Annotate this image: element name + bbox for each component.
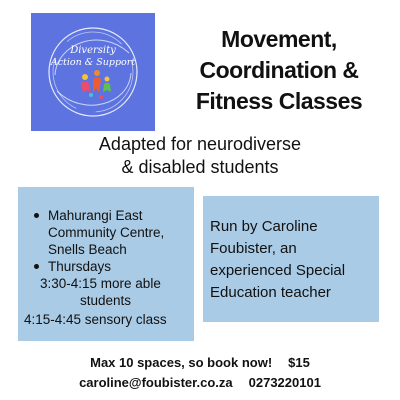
phone-number[interactable]: 0273220101 [248,375,321,390]
email-link[interactable]: caroline@foubister.co.za [79,375,233,390]
day-text: Thursdays [48,259,112,274]
details-list [30,207,164,275]
title-line: Coordination & [199,57,359,83]
session1-line: 3:30-4:15 more able [40,276,161,291]
footer-contact-line [0,375,400,390]
price-text: $15 [288,355,310,370]
logo-swirl-graphic [31,13,155,131]
subtitle [30,133,370,179]
teacher-info-line: Education teacher [210,284,331,301]
teacher-info-line: Run by Caroline [210,218,318,235]
session1-line: students [80,293,132,308]
list-item-location [30,207,164,258]
subtitle-line: & disabled students [121,157,279,177]
logo-text-line2: Action & Support [50,57,136,68]
location-line: Community Centre, [48,225,165,240]
title-line: Movement, [221,26,337,52]
logo-text-line1: Diversity [70,45,116,56]
subtitle-line: Adapted for neurodiverse [98,134,302,154]
diversity-action-support-logo [31,13,155,131]
page-title [168,24,390,117]
teacher-info-text [210,216,345,304]
booking-text: Max 10 spaces, so book now! [90,355,273,370]
location-line: Mahurangi East [48,208,143,223]
footer-booking-line [0,355,400,370]
list-item-day [30,258,164,275]
class-details-box [18,187,194,341]
session2-line: 4:15-4:45 sensory class [24,312,167,327]
teacher-info-box [203,196,379,322]
teacher-info-line: experienced Special [210,262,346,279]
teacher-info-line: Foubister, an [210,240,297,257]
title-line: Fitness Classes [195,88,363,114]
location-line: Snells Beach [48,242,127,257]
